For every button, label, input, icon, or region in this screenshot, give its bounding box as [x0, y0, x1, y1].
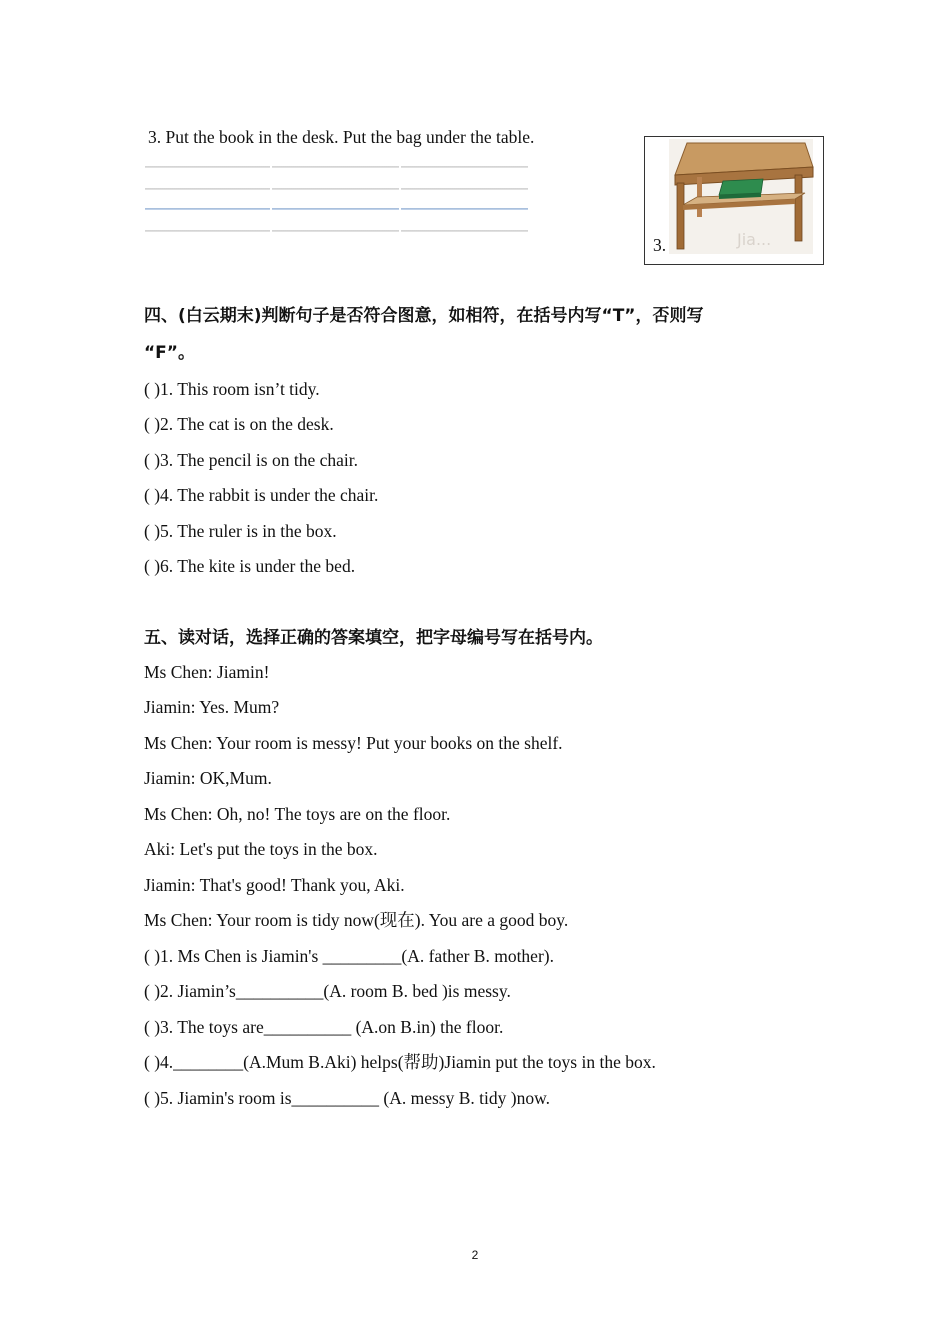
question-item: ( )2. Jiamin’s__________(A. room B. bed )is messy. [144, 981, 511, 1001]
dialogue-line: Ms Chen: Your room is tidy now(现在). You are a good boy. [144, 910, 569, 930]
question-item: ( )5. Jiamin's room is__________ (A. messy B. tidy )now. [144, 1088, 550, 1108]
dialogue-line: Ms Chen: Jiamin! [144, 662, 270, 682]
judge-item: ( )3. The pencil is on the chair. [144, 450, 358, 470]
writing-line-2 [145, 188, 528, 190]
dialogue-line: Ms Chen: Oh, no! The toys are on the floor. [144, 804, 451, 824]
writing-line-gap [399, 165, 401, 235]
judge-item: ( )4. The rabbit is under the chair. [144, 485, 379, 505]
question-item: ( )1. Ms Chen is Jiamin's _________(A. father B. mother). [144, 946, 554, 966]
dialogue-line: Jiamin: That's good! Thank you, Aki. [144, 875, 405, 895]
judge-item: ( )6. The kite is under the bed. [144, 556, 356, 576]
writing-line-4 [145, 230, 528, 232]
dialogue-line: Jiamin: Yes. Mum? [144, 697, 280, 717]
judge-item: ( )2. The cat is on the desk. [144, 414, 334, 434]
dialogue-line: Aki: Let's put the toys in the box. [144, 839, 378, 859]
dialogue-line: Ms Chen: Your room is messy! Put your books on the shelf. [144, 733, 563, 753]
writing-line-gap [270, 165, 272, 235]
judge-item: ( )5. The ruler is in the box. [144, 521, 337, 541]
page-number: 2 [471, 1248, 479, 1262]
writing-line-3 [145, 208, 528, 210]
writing-line-1 [145, 166, 528, 168]
judge-item: ( )1. This room isn’t tidy. [144, 379, 320, 399]
question-item: ( )4.________(A.Mum B.Aki) helps(帮助)Jiamin put the toys in the box. [144, 1052, 656, 1072]
item-3-instruction: 3. Put the book in the desk. Put the bag under the table. [148, 127, 535, 147]
table-with-book-picture [645, 137, 823, 264]
section-5-heading: 五、读对话，选择正确的答案填空，把字母编号写在括号内。 [144, 628, 603, 648]
question-item: ( )3. The toys are__________ (A.on B.in) the floor. [144, 1017, 504, 1037]
picture-label: 3. [653, 235, 667, 255]
watermark-text: Jia... [737, 230, 772, 249]
section-4-heading-line-1: 四、(白云期末)判断句子是否符合图意，如相符，在括号内写“T”，否则写 [144, 306, 704, 326]
picture-frame [644, 136, 824, 265]
section-4-heading-line-2: “F”。 [144, 343, 195, 363]
dialogue-line: Jiamin: OK,Mum. [144, 768, 272, 788]
